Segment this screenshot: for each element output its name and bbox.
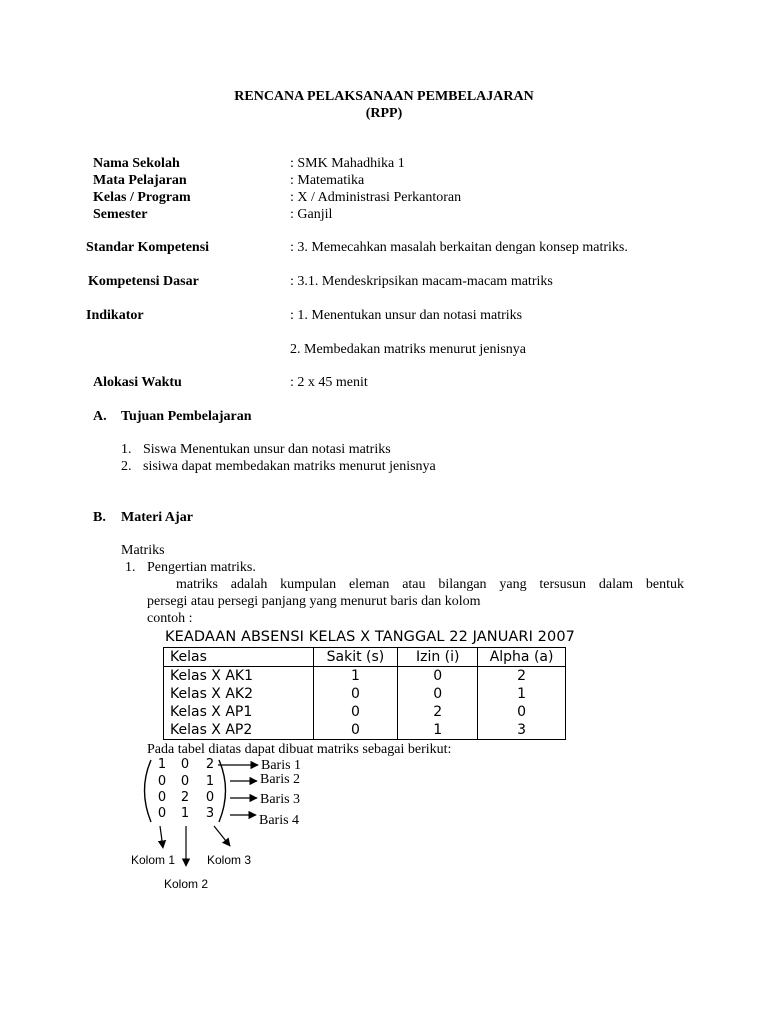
row-label-1: Baris 1 [261, 758, 302, 773]
section-a-item-2-num: 2. [121, 459, 132, 474]
label-indikator: Indikator [86, 308, 144, 323]
table-cell: 0 [313, 721, 398, 740]
section-a-item-1-text: Siswa Menentukan unsur dan notasi matriks [143, 442, 391, 457]
label-nama-sekolah: Nama Sekolah [93, 156, 180, 171]
label-mata-pelajaran: Mata Pelajaran [93, 173, 187, 188]
matrix-right-bracket [219, 760, 226, 822]
section-a-item-1-num: 1. [121, 442, 132, 457]
label-standar-kompetensi: Standar Kompetensi [86, 240, 210, 255]
table-header-cell: Izin (i) [398, 648, 478, 667]
value-semester: : Ganjil [290, 207, 333, 222]
matrix-cell: 1 [205, 774, 215, 789]
absensi-table [163, 647, 566, 740]
matrix-cell: 0 [205, 790, 215, 805]
section-a-heading: Tujuan Pembelajaran [121, 409, 252, 424]
table-header-cell: Sakit (s) [313, 648, 398, 667]
col-label-1: Kolom 1 [131, 853, 176, 867]
table-header-cell: Alpha (a) [478, 648, 566, 667]
value-mata-pelajaran: : Matematika [290, 173, 365, 188]
label-kelas-program: Kelas / Program [93, 190, 191, 205]
matrix-cell: 0 [157, 806, 167, 821]
section-a-item-2-text: sisiwa dapat membedakan matriks menurut jenisnya [143, 459, 436, 474]
table-cell: 1 [398, 721, 478, 740]
section-a-letter: A. [93, 409, 107, 424]
section-b-letter: B. [93, 510, 106, 525]
section-b-sub-num: 1. [125, 560, 136, 575]
value-alokasi-waktu: : 2 x 45 menit [290, 375, 368, 390]
table-row [164, 667, 566, 686]
table-header-cell: Kelas [164, 648, 314, 667]
matrix-cell: 0 [180, 774, 190, 789]
row-label-2: Baris 2 [260, 772, 301, 787]
table-cell: Kelas X AK2 [164, 685, 314, 703]
matrix-cell: 0 [157, 774, 167, 789]
table-row [164, 703, 566, 721]
matrix-left-bracket [145, 760, 152, 822]
col-label-3: Kolom 3 [207, 853, 252, 867]
matrix-cell: 0 [180, 757, 190, 772]
value-kelas-program: : X / Administrasi Perkantoran [290, 190, 462, 205]
table-cell: 2 [398, 703, 478, 721]
value-standar-kompetensi: : 3. Memecahkan masalah berkaitan dengan konsep matriks. [290, 240, 628, 255]
table-header-row [164, 648, 566, 667]
indikator-item-2: 2. Membedakan matriks menurut jenisnya [290, 342, 526, 357]
indikator-item-1: : 1. Menentukan unsur dan notasi matriks [290, 308, 523, 323]
table-cell: 1 [313, 667, 398, 686]
after-table-text: Pada tabel diatas dapat dibuat matriks sebagai berikut: [147, 742, 452, 757]
table-title: KEADAAN ABSENSI KELAS X TANGGAL 22 JANUARI 2007 [165, 629, 575, 645]
table-cell: 0 [313, 703, 398, 721]
table-cell: 0 [313, 685, 398, 703]
label-semester: Semester [93, 207, 148, 222]
table-cell: 1 [478, 685, 566, 703]
section-b-sub-title: Pengertian matriks. [147, 560, 256, 575]
matrix-cell: 0 [157, 790, 167, 805]
label-alokasi-waktu: Alokasi Waktu [93, 375, 182, 390]
column-3-arrow [214, 826, 230, 846]
table-row [164, 721, 566, 740]
table-cell: 0 [478, 703, 566, 721]
value-kompetensi-dasar: : 3.1. Mendeskripsikan macam-macam matriks [290, 274, 553, 289]
matrix-cell: 2 [205, 757, 215, 772]
col-label-2: Kolom 2 [164, 877, 209, 891]
table-cell: 0 [398, 685, 478, 703]
matrix-cell: 1 [157, 757, 167, 772]
matrix-cell: 1 [180, 806, 190, 821]
section-b-heading: Materi Ajar [121, 510, 193, 525]
table-cell: Kelas X AP1 [164, 703, 314, 721]
section-b-topic: Matriks [121, 543, 165, 558]
table-row [164, 685, 566, 703]
example-label: contoh : [147, 611, 193, 626]
row-label-4: Baris 4 [259, 813, 300, 828]
document-subtitle: (RPP) [365, 106, 403, 121]
table-cell: 3 [478, 721, 566, 740]
label-kompetensi-dasar: Kompetensi Dasar [88, 274, 199, 289]
matrix-cell: 3 [205, 806, 215, 821]
column-1-arrow [160, 826, 163, 848]
row-label-3: Baris 3 [260, 792, 301, 807]
definition-line-1: matriks adalah kumpulan eleman atau bilangan yang tersusun dalam bentuk [176, 577, 684, 592]
table-cell: 2 [478, 667, 566, 686]
table-cell: 0 [398, 667, 478, 686]
definition-line-2: persegi atau persegi panjang yang menurut baris dan kolom [147, 594, 481, 609]
document-title: RENCANA PELAKSANAAN PEMBELAJARAN [234, 89, 534, 104]
matrix-cell: 2 [180, 790, 190, 805]
table-cell: Kelas X AK1 [164, 667, 314, 686]
table-cell: Kelas X AP2 [164, 721, 314, 740]
value-nama-sekolah: : SMK Mahadhika 1 [290, 156, 405, 171]
